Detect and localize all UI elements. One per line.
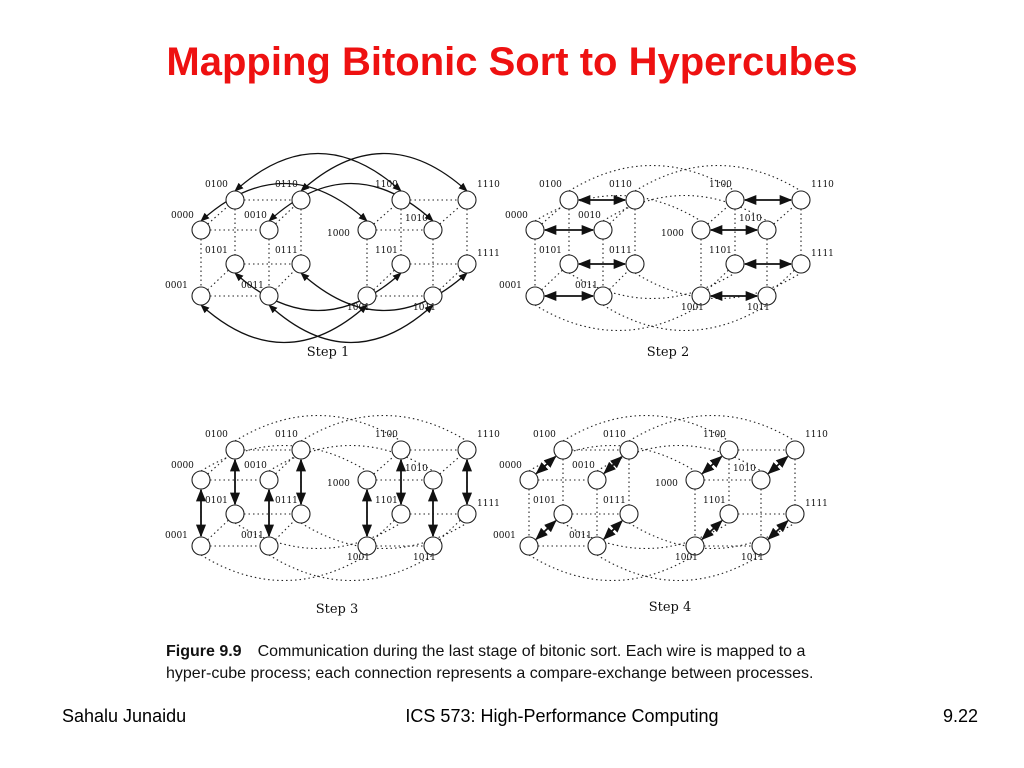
hypercube-link <box>208 270 229 290</box>
node-label: 1111 <box>805 499 828 509</box>
step-label: Step 2 <box>646 345 690 360</box>
hypercube-link <box>774 270 795 290</box>
process-node <box>292 191 310 209</box>
process-node <box>392 441 410 459</box>
node-label: 1001 <box>675 553 698 563</box>
node-label: 1000 <box>661 229 684 239</box>
hypercube-link <box>374 206 395 224</box>
hypercube-link <box>610 206 629 224</box>
node-label: 0000 <box>171 211 194 221</box>
process-node <box>560 191 578 209</box>
step-label: Step 1 <box>306 345 350 360</box>
exchange-arrow <box>702 521 721 539</box>
node-label: 0011 <box>241 531 264 541</box>
node-label: 0001 <box>493 531 516 541</box>
node-label: 1111 <box>811 249 834 259</box>
hypercube-link <box>374 456 395 474</box>
node-label: 0110 <box>609 180 632 190</box>
node-label: 1110 <box>805 430 828 440</box>
node-label: 0101 <box>205 246 228 256</box>
footer-course: ICS 573: High-Performance Computing <box>405 706 719 726</box>
node-label: 0101 <box>205 496 228 506</box>
node-label: 1101 <box>709 246 732 256</box>
hypercube-link <box>708 270 729 290</box>
process-node <box>526 221 544 239</box>
exchange-arrow <box>536 457 555 474</box>
hypercube-link <box>276 206 295 224</box>
process-node <box>792 191 810 209</box>
node-label: 1011 <box>747 303 770 313</box>
hypercube-link <box>374 520 395 540</box>
node-label: 1010 <box>405 214 428 224</box>
node-label: 1110 <box>811 180 834 190</box>
exchange-arrow <box>536 521 555 539</box>
process-node <box>458 505 476 523</box>
node-label: 0111 <box>609 246 632 256</box>
hypercube-panel-4 <box>493 416 828 616</box>
process-node <box>458 255 476 273</box>
node-label: 0001 <box>499 281 522 291</box>
node-label: 0000 <box>171 461 194 471</box>
process-node <box>226 191 244 209</box>
figure-caption <box>166 641 846 685</box>
process-node <box>358 221 376 239</box>
process-node <box>520 471 538 489</box>
node-label: 0000 <box>499 461 522 471</box>
hypercube-link <box>440 456 461 474</box>
hypercube-link <box>275 270 294 289</box>
step-label: Step 3 <box>315 602 359 617</box>
node-label: 0100 <box>539 180 562 190</box>
hypercube-panel-3 <box>165 416 500 618</box>
node-label: 0111 <box>275 246 298 256</box>
node-label: 1001 <box>347 303 370 313</box>
process-node <box>620 441 638 459</box>
node-label: 0110 <box>603 430 626 440</box>
exchange-arrow <box>235 273 401 311</box>
hypercube-link <box>708 206 729 224</box>
process-node <box>560 255 578 273</box>
hypercube-link <box>201 555 367 581</box>
hypercube-link <box>529 555 695 581</box>
process-node <box>458 441 476 459</box>
node-label: 0011 <box>569 531 592 541</box>
process-node <box>692 221 710 239</box>
node-label: 1110 <box>477 430 500 440</box>
exchange-arrow <box>604 457 621 473</box>
hypercube-link <box>774 206 795 224</box>
process-node <box>192 221 210 239</box>
process-node <box>554 505 572 523</box>
node-label: 0111 <box>275 496 298 506</box>
process-node <box>260 221 278 239</box>
node-label: 0000 <box>505 211 528 221</box>
process-node <box>554 441 572 459</box>
node-label: 1100 <box>375 430 398 440</box>
node-label: 1100 <box>709 180 732 190</box>
process-node <box>720 505 738 523</box>
node-label: 1010 <box>739 214 762 224</box>
node-label: 1111 <box>477 249 500 259</box>
node-label: 1101 <box>375 246 398 256</box>
node-label: 1011 <box>413 553 436 563</box>
node-label: 1001 <box>681 303 704 313</box>
hypercube-link <box>276 456 295 474</box>
step-label: Step 4 <box>648 600 692 615</box>
node-label: 0100 <box>533 430 556 440</box>
process-node <box>458 191 476 209</box>
node-label: 0011 <box>575 281 598 291</box>
process-node <box>792 255 810 273</box>
node-label: 0101 <box>539 246 562 256</box>
node-label: 0010 <box>244 461 267 471</box>
node-label: 1101 <box>375 496 398 506</box>
hypercube-link <box>208 206 229 224</box>
node-label: 0110 <box>275 180 298 190</box>
node-label: 0111 <box>603 496 626 506</box>
process-node <box>620 505 638 523</box>
process-node <box>626 191 644 209</box>
caption-text: Communication during the last stage of bitonic sort. Each wire is mapped to a hyper-cube process; each connection represents a compare-exchange between processes. <box>166 643 814 682</box>
hypercube-link <box>275 520 294 539</box>
node-label: 1011 <box>741 553 764 563</box>
node-label: 1100 <box>375 180 398 190</box>
exchange-arrow <box>201 305 367 343</box>
node-label: 0001 <box>165 281 188 291</box>
hypercube-panel-2 <box>499 166 834 361</box>
process-node <box>292 255 310 273</box>
node-label: 1111 <box>477 499 500 509</box>
node-label: 0010 <box>244 211 267 221</box>
process-node <box>594 221 612 239</box>
node-label: 0011 <box>241 281 264 291</box>
process-node <box>226 441 244 459</box>
exchange-arrow <box>768 457 787 474</box>
node-label: 0100 <box>205 180 228 190</box>
node-label: 1000 <box>327 229 350 239</box>
node-label: 0110 <box>275 430 298 440</box>
node-label: 1011 <box>413 303 436 313</box>
process-node <box>686 471 704 489</box>
node-label: 1101 <box>703 496 726 506</box>
node-label: 1000 <box>655 479 678 489</box>
process-node <box>392 191 410 209</box>
exchange-arrow <box>702 457 721 474</box>
process-node <box>192 471 210 489</box>
node-label: 0001 <box>165 531 188 541</box>
process-node <box>260 471 278 489</box>
process-node <box>192 537 210 555</box>
node-label: 0010 <box>578 211 601 221</box>
process-node <box>626 255 644 273</box>
node-label: 1010 <box>733 464 756 474</box>
process-node <box>726 191 744 209</box>
process-node <box>726 255 744 273</box>
process-node <box>588 471 606 489</box>
hypercube-link <box>535 305 701 331</box>
hypercube-link <box>440 520 461 540</box>
node-label: 1010 <box>405 464 428 474</box>
exchange-arrow <box>301 273 467 311</box>
hypercube-panel-1 <box>165 154 500 361</box>
hypercube-link <box>609 270 628 289</box>
process-node <box>720 441 738 459</box>
process-node <box>226 505 244 523</box>
node-label: 0101 <box>533 496 556 506</box>
process-node <box>786 441 804 459</box>
process-node <box>392 505 410 523</box>
slide-title: Mapping Bitonic Sort to Hypercubes <box>166 40 858 84</box>
hypercube-link <box>542 270 563 290</box>
process-node <box>226 255 244 273</box>
node-label: 1100 <box>703 430 726 440</box>
figure-number: Figure 9.9 <box>166 643 242 660</box>
process-node <box>526 287 544 305</box>
process-node <box>192 287 210 305</box>
exchange-arrow <box>768 521 787 539</box>
process-node <box>392 255 410 273</box>
node-label: 1110 <box>477 180 500 190</box>
process-node <box>520 537 538 555</box>
node-label: 1001 <box>347 553 370 563</box>
hypercube-link <box>440 206 461 224</box>
process-node <box>292 441 310 459</box>
footer-author: Sahalu Junaidu <box>62 706 187 726</box>
node-label: 1000 <box>327 479 350 489</box>
footer-slide-number: 9.22 <box>942 706 978 726</box>
node-label: 0010 <box>572 461 595 471</box>
process-node <box>786 505 804 523</box>
process-node <box>292 505 310 523</box>
node-label: 0100 <box>205 430 228 440</box>
process-node <box>358 471 376 489</box>
exchange-arrow <box>604 521 622 539</box>
hypercube-link <box>208 520 229 540</box>
